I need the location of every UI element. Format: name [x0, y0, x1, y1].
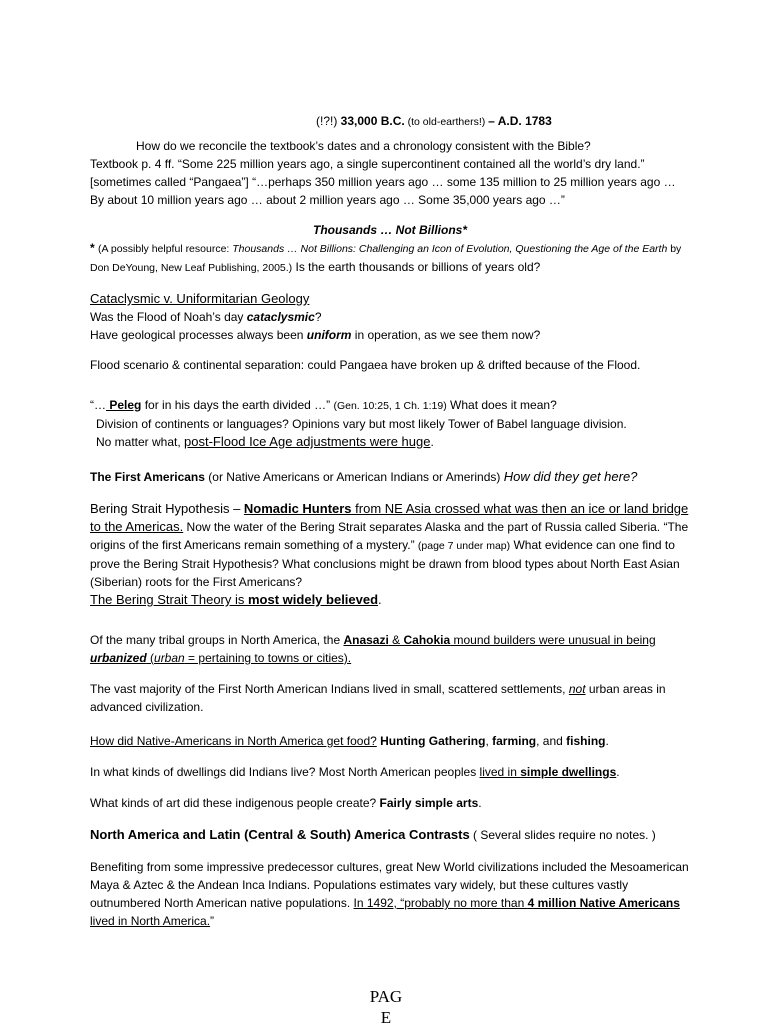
paragraph-anasazi-cahokia — [90, 631, 690, 667]
text-segment: No matter what, — [96, 435, 185, 449]
text-segment: uniform — [306, 328, 352, 342]
page-label-line-2: E — [380, 1008, 392, 1027]
text-segment: Have geological processes always been — [90, 328, 307, 342]
text-segment: Was the Flood of Noah’s day — [90, 310, 247, 324]
page-footer — [356, 986, 416, 1028]
paragraph-food-question — [90, 732, 690, 750]
text-segment: How do we reconcile the textbook’s dates and a chronology consistent with the Bible? — [136, 139, 591, 153]
text-segment: cataclysmic — [246, 310, 315, 324]
text-segment: lived in — [479, 765, 521, 779]
text-segment: What kinds of art did these indigenous people create? — [90, 796, 380, 810]
text-segment: Now the water of the Bering Strait separates Alaska and the part of Russia called Siberia. “The origins of the first Americans remain something of a mystery.” — [90, 520, 689, 552]
text-segment: Cataclysmic v. Uniformitarian Geology — [90, 291, 310, 306]
text-segment: Benefiting from some impressive predecessor cultures, great New World civilizations included the Mesoamerican Maya & Aztec & the Andean Inca Indians. Populations estimates vary widely, but these cultures vastly outnumbered North American native populations. — [90, 860, 689, 910]
text-segment: Cahokia — [403, 633, 451, 647]
paragraph-flood-scenario — [90, 356, 690, 374]
text-segment: fishing — [566, 734, 606, 748]
paragraph-flood-question — [90, 308, 690, 326]
paragraph-art-question — [90, 794, 690, 812]
text-segment: , and — [536, 734, 567, 748]
text-segment: Nomadic Hunters — [243, 501, 352, 516]
page-label-line-1: PAG — [369, 987, 403, 1006]
text-segment: Peleg — [106, 398, 142, 412]
text-segment: (or Native Americans or American Indians or Amerinds) — [204, 470, 504, 484]
text-segment: (to old-earthers!) — [404, 116, 489, 128]
text-segment: by Don DeYoung, New Leaf Publishing, 2005.) — [90, 243, 682, 274]
text-segment: Thousands … Not Billions: Challenging an Icon of Evolution, Questioning the Age of the Earth — [232, 243, 668, 255]
text-segment: 4 million Native Americans — [527, 896, 680, 910]
text-segment: * — [90, 241, 99, 255]
text-segment: simple dwellings — [520, 765, 617, 779]
paragraph-vast-majority — [90, 680, 690, 716]
text-segment: “… — [90, 398, 106, 412]
text-segment: for in his days the earth divided …” — [141, 398, 334, 412]
text-segment: ? — [314, 310, 322, 324]
text-segment: What does it mean? — [446, 398, 557, 412]
text-segment: Is the earth thousands or billions of years old? — [292, 260, 541, 274]
text-segment: most widely believed — [248, 592, 379, 607]
text-segment: How did they get here? — [503, 469, 638, 484]
text-segment: (Gen. 10:25, 1 Ch. 1:19) — [333, 400, 447, 412]
text-segment: from NE Asia crossed what was then an ice or land bridge to the Americas. — [90, 501, 689, 534]
paragraph-reconcile-question — [90, 137, 690, 155]
text-segment: (page 7 under map) — [417, 540, 511, 552]
text-segment: How did Native-Americans in North America get food? — [90, 734, 377, 748]
text-segment: . — [478, 796, 482, 810]
text-segment: . — [430, 435, 434, 449]
paragraph-bering-strait — [90, 500, 690, 591]
paragraph-dwellings-question — [90, 763, 690, 781]
paragraph-cataclysmic-heading — [90, 290, 690, 308]
text-segment: North America and Latin (Central & South) America Contrasts — [90, 827, 470, 842]
paragraph-uniform-question — [90, 326, 690, 344]
text-segment: Of the many tribal groups in North America, the — [90, 633, 344, 647]
paragraph-bering-theory — [90, 591, 690, 609]
paragraph-division-line — [90, 415, 690, 433]
paragraph-date-range — [90, 112, 690, 131]
text-segment: mound builders were unusual in being — [450, 633, 656, 647]
paragraph-textbook-quote — [90, 155, 690, 209]
text-segment: ( Several slides require no notes. ) — [469, 828, 656, 842]
document-body — [90, 112, 690, 930]
text-segment: . — [616, 765, 620, 779]
text-segment: post-Flood Ice Age adjustments were huge — [184, 434, 431, 449]
text-segment: . — [378, 592, 382, 607]
text-segment: urban — [154, 651, 185, 665]
text-segment: – A.D. 1783 — [488, 114, 552, 128]
text-segment: , — [485, 734, 493, 748]
text-segment: Division of continents or languages? Opinions vary but most likely Tower of Babel language division. — [96, 417, 627, 431]
text-segment: & — [388, 633, 404, 647]
text-segment: Anasazi — [343, 633, 389, 647]
text-segment: In 1492, “probably no more than — [353, 896, 528, 910]
text-segment: = pertaining to towns or cities). — [184, 651, 352, 665]
paragraph-benefiting — [90, 858, 690, 930]
text-segment: The vast majority of the First North American Indians lived in small, scattered settlements, — [90, 682, 569, 696]
text-segment: not — [568, 682, 586, 696]
paragraph-resource-note — [90, 239, 690, 277]
text-segment: (!?!) — [316, 114, 341, 128]
text-segment: (A possibly helpful resource: — [98, 243, 233, 255]
text-segment: In what kinds of dwellings did Indians live? Most North American peoples — [90, 765, 480, 779]
text-segment: ( — [146, 651, 155, 665]
text-segment: lived in North America. — [90, 914, 211, 928]
text-segment: Flood scenario & continental separation: could Pangaea have broken up & drifted because of the Flood. — [90, 358, 641, 372]
paragraph-ice-age-line — [90, 433, 690, 451]
text-segment: Thousands … Not Billions* — [312, 223, 467, 237]
text-segment: . — [605, 734, 609, 748]
text-segment: What evidence can one find to prove the Bering Strait Hypothesis? What conclusions might be drawn from blood types about North East Asian (Siberian) roots for the First Americans? — [90, 538, 680, 589]
text-segment: 33,000 B.C. — [340, 114, 405, 128]
text-segment: ” — [210, 914, 215, 928]
text-segment: urbanized — [90, 651, 147, 665]
text-segment: farming — [492, 734, 537, 748]
text-segment: urban areas in advanced civilization. — [90, 682, 666, 714]
text-segment: in operation, as we see them now? — [351, 328, 541, 342]
paragraph-contrasts-heading — [90, 826, 690, 844]
paragraph-thousands-heading — [90, 221, 690, 239]
text-segment: Fairly simple arts — [379, 796, 479, 810]
text-segment: Bering Strait Hypothesis – — [90, 501, 244, 516]
paragraph-first-americans-heading — [90, 468, 690, 486]
paragraph-peleg-line — [90, 396, 690, 415]
text-segment: Hunting Gathering — [376, 734, 486, 748]
text-segment: The First Americans — [90, 470, 205, 484]
text-segment: The Bering Strait Theory is — [90, 592, 248, 607]
text-segment: Textbook p. 4 ff. “Some 225 million years ago, a single supercontinent contained all the world’s dry land.” [sometimes called “Pangaea”] “…perhaps 350 million years ago … some 135 million to 25 million years ago … By about 10 million years ago … about 2 million years ago … Some 35,000 years ago …” — [90, 157, 676, 207]
